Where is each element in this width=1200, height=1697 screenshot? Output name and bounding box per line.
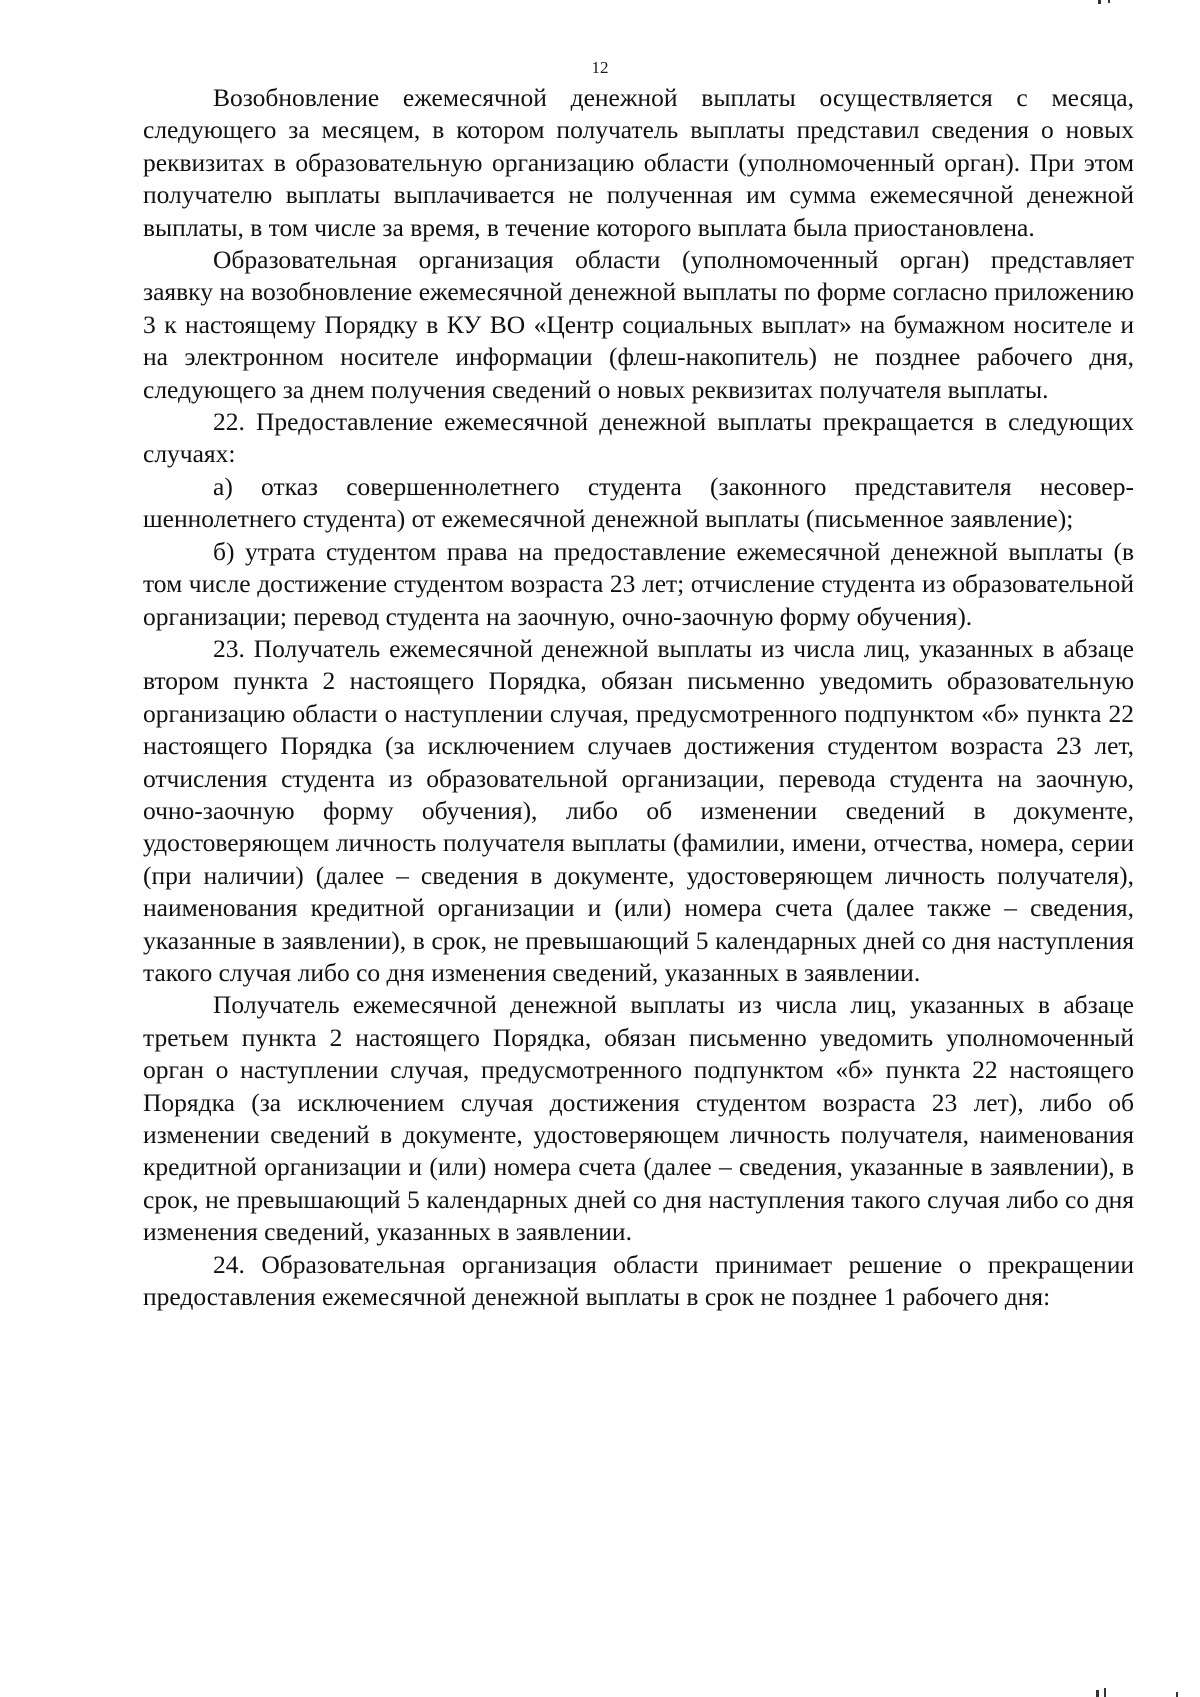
- paragraph-resumption: Возобновление ежемесячной денежной выплаты осуществляется с месяца, следующего за месяцем, в котором получатель выплаты представил сведения о новых реквизитах в образовательную организацию области (уполномоченный орган). При этом получателю выплаты выплачивается не полученная им сумма ежемесячной денежной выплаты, в том числе за время, в течение которого выплата была приостановлена.: [143, 83, 1134, 242]
- page-number: 12: [591, 58, 609, 77]
- paragraph-23: 23. Получатель ежемесячной денежной выплаты из числа лиц, указанных в абзаце втором пункта 2 настоящего Порядка, обязан письменно уведомить образовательную организацию области о наступлении случая, предусмотренного подпунктом «б» пункта 22 настоящего Порядка (за исключением случаев достижения студентом возраста 23 лет, отчисления студента из образовательной организации, перевода студента на заочную, очно-заочную форму обучения), либо об изменении сведений в документе, удостоверяющем личность получателя выплаты (фамилии, имени, отчества, номера, серии (при наличии) (далее – сведения в документе, удостоверяющем личность получателя), наименования кредитной организации и (или) номера счета (далее также – сведения, указанные в заявлении), в срок, не превышающий 5 календарных дней со дня наступления такого случая либо со дня изменения сведений, указанных в заявлении.: [143, 633, 1134, 987]
- paragraph-22-termination: 22. Предоставление ежемесячной денежной выплаты прекращается в следующих случаях:: [143, 407, 1134, 469]
- document-body: [143, 82, 1134, 1313]
- paragraph-23-second: Получатель ежемесячной денежной выплаты из числа лиц, указанных в абзаце третьем пункта 2 настоящего Порядка, обязан письменно уведомить уполномоченный орган о наступлении случая, предусмотренного подпунктом «б» пункта 22 настоящего Порядка (за исключением случая достижения студентом возраста 23 лет), либо об изменении сведений в документе, удостоверяющем личность получателя, наименования кредитной организации и (или) номера счета (далее – сведения, указанные в заявлении), в срок, не превышающий 5 календарных дней со дня наступления такого случая либо со дня изменения сведений, указанных в заявлении.: [143, 990, 1134, 1247]
- paragraph-22-a: а) отказ совершеннолетнего студента (законного представителя несовершеннолетнего студента) от ежемесячной денежной выплаты (письменное заявление);: [143, 471, 1134, 534]
- scan-mark-bottom-right: [1096, 1690, 1099, 1697]
- scan-mark-top-right: [1098, 0, 1101, 4]
- paragraph-application-submission: Образовательная организация области (уполномоченный орган) представляет заявку на возобновление ежемесячной денежной выплаты по форме согласно приложению 3 к настоящему Порядку в КУ ВО «Центр социальных выплат» на бумажном носителе и на электронном носителе информации (флеш-накопитель) не позднее рабочего дня, следующего за днем получения сведений о новых реквизитах получателя выплаты.: [143, 245, 1134, 404]
- paragraph-24: 24. Образовательная организация области принимает решение о прекращении предоставления ежемесячной денежной выплаты в срок не позднее 1 рабочего дня:: [143, 1249, 1134, 1312]
- scan-mark-bottom-right-3: [1176, 1692, 1178, 1697]
- paragraph-22-b: б) утрата студентом права на предоставление ежемесячной денежной выплаты (в том числе достижение студентом возраста 23 лет; отчисление студента из образовательной организации; перевод студента на заочную, очно-заочную форму обучения).: [143, 536, 1134, 631]
- scan-mark-top-right-2: [1108, 0, 1110, 3]
- scan-mark-bottom-right-2: [1104, 1688, 1106, 1697]
